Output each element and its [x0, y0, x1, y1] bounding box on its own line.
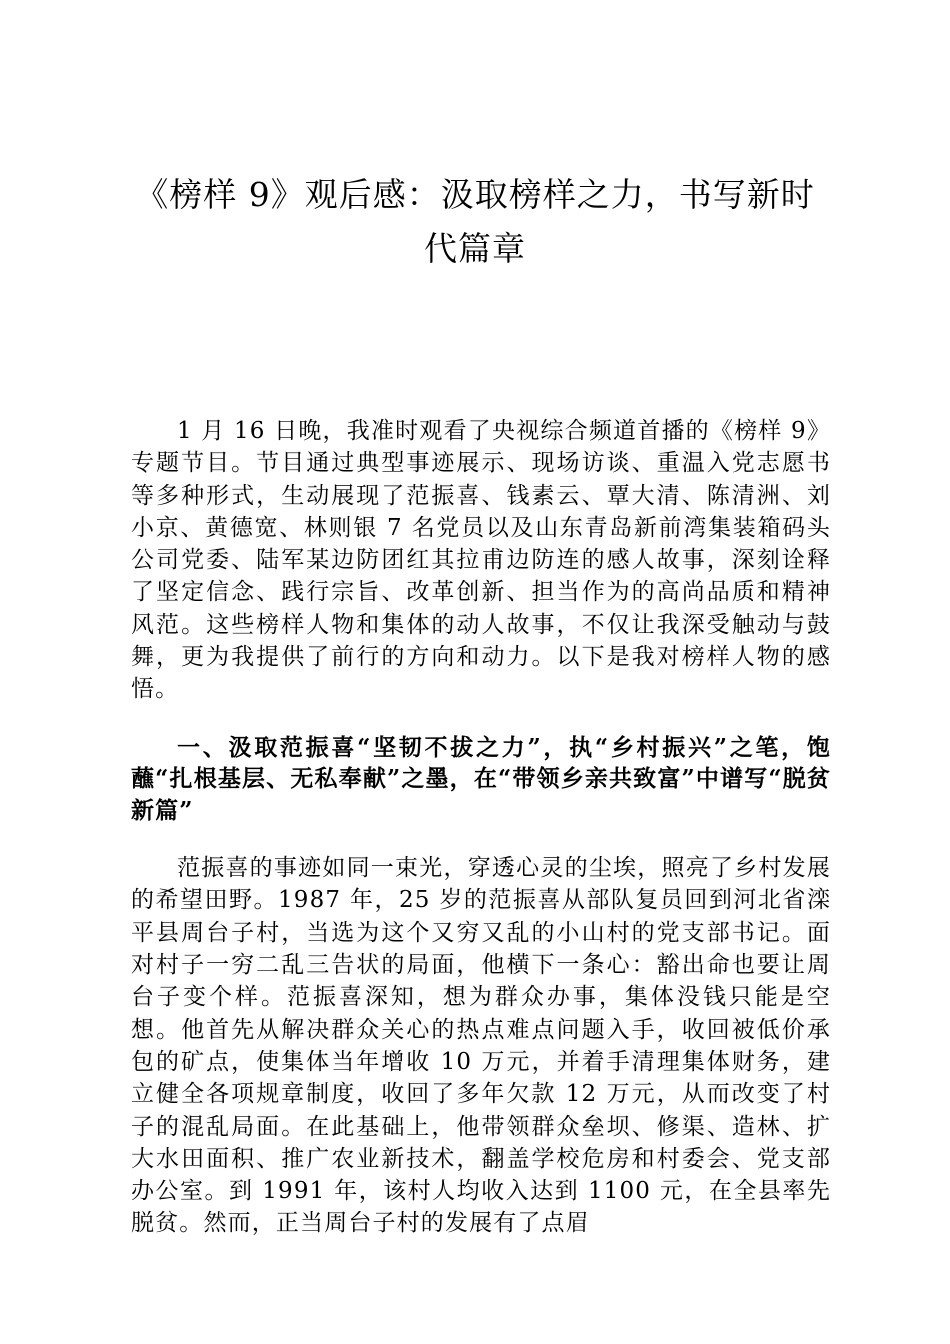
document-title	[110, 168, 840, 276]
title-line-1: 《榜样 9》观后感：汲取榜样之力，书写新时	[135, 175, 815, 214]
document-body	[131, 415, 831, 1240]
section-heading-1: 一、汲取范振喜“坚韧不拔之力”，执“乡村振兴”之笔，饱蘸“扎根基层、无私奉献”之墨，在“带领乡亲共致富”中谱写“脱贫新篇”	[131, 733, 831, 824]
section-1-paragraph: 范振喜的事迹如同一束光，穿透心灵的尘埃，照亮了乡村发展的希望田野。1987 年，25 岁的范振喜从部队复员回到河北省滦平县周台子村，当选为这个又穷又乱的小山村的党支部书记。面对村子一穷二乱三告状的局面，他横下一条心：豁出命也要让周台子变个样。范振喜深知，想为群众办事，集体没钱只能是空想。他首先从解决群众关心的热点难点问题入手，收回被低价承包的矿点，使集体当年增收 10 万元，并着手清理集体财务，建立健全各项规章制度，收回了多年欠款 12 万元，从而改变了村子的混乱局面。在此基础上，他带领群众垒坝、修渠、造林、扩大水田面积、推广农业新技术，翻盖学校危房和村委会、党支部办公室。到 1991 年，该村人均收入达到 1100 元，在全县率先脱贫。然而，正当周台子村的发展有了点眉	[131, 855, 831, 1237]
title-line-2: 代篇章	[424, 229, 526, 268]
intro-paragraph: 1 月 16 日晚，我准时观看了央视综合频道首播的《榜样 9》专题节目。节目通过典型事迹展示、现场访谈、重温入党志愿书等多种形式，生动展现了范振喜、钱素云、覃大清、陈清洲、刘小京、黄德宽、林则银 7 名党员以及山东青岛新前湾集装箱码头公司党委、陆军某边防团红其拉甫边防连的感人故事，深刻诠释了坚定信念、践行宗旨、改革创新、担当作为的高尚品质和精神风范。这些榜样人物和集体的动人故事，不仅让我深受触动与鼓舞，更为我提供了前行的方向和动力。以下是我对榜样人物的感悟。	[131, 418, 831, 703]
